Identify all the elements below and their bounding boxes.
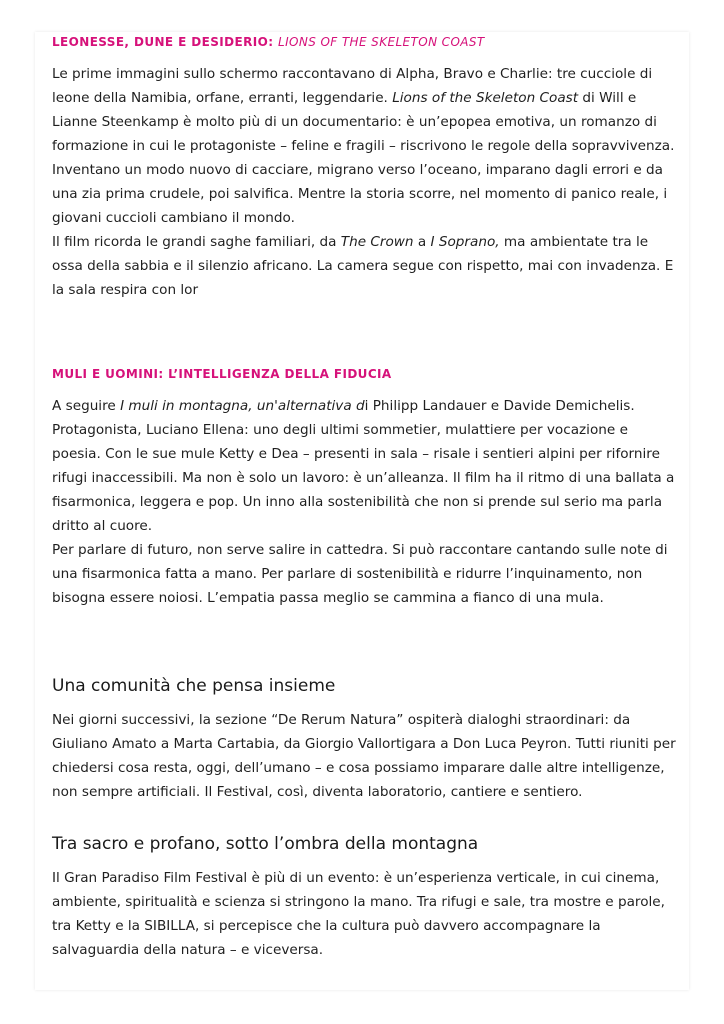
- section-kicker-muli: MULI E UOMINI: L’INTELLIGENZA DELLA FIDUCIA: [52, 367, 392, 381]
- text-run: ma ambientate tra le ossa della sabbia e il silenzio africano. La camera segue con rispetto, mai con invadenza. E la sala respira con lor: [52, 234, 674, 298]
- film-title: The Crown: [340, 234, 414, 250]
- paragraph: [52, 62, 677, 230]
- paragraph: Per parlare di futuro, non serve salire in cattedra. Si può raccontare cantando sulle note di una fisarmonica fatta a mano. Per parlare di sostenibilità e ridurre l’inquinamento, non bisogna essere noiosi. L’empatia passa meglio se cammina a fianco di una mula.: [52, 542, 668, 606]
- kicker-film-title: LIONS OF THE SKELETON COAST: [277, 35, 485, 49]
- film-title: I Soprano,: [430, 234, 500, 250]
- text-run: A seguire: [52, 398, 121, 414]
- text-run: a: [413, 234, 431, 250]
- section-heading-comunita: Una comunità che pensa insieme: [52, 676, 336, 696]
- kicker-prefix: LEONESSE, DUNE E DESIDERIO:: [52, 35, 278, 49]
- film-title: Lions of the Skeleton Coast: [392, 90, 579, 106]
- paragraph: [52, 394, 677, 538]
- text-run: di Will e Lianne Steenkamp è molto più di un documentario: è un’epopea emotiva, un romanzo di formazione in cui le protagoniste – feline e fragili – riscrivono le regole della sopravvivenza. Inventano un modo nuovo di cacciare, migrano verso l’oceano, imparano dagli errori e da una zia prima crudele, poi salvifica. Mentre la storia scorre, nel momento di panico reale, i giovani cuccioli cambiano il mondo.: [52, 90, 675, 226]
- section-body-lions: [52, 62, 677, 302]
- article-content: [52, 34, 677, 962]
- text-run: Le prime immagini sullo schermo raccontavano di Alpha, Bravo e Charlie: tre cucciole di leone della Namibia, orfane, erranti, leggendarie.: [52, 66, 653, 106]
- section-heading-sacro-profano: Tra sacro e profano, sotto l’ombra della montagna: [52, 834, 479, 854]
- paragraph: [52, 230, 677, 302]
- paragraph: Il Gran Paradiso Film Festival è più di un evento: è un’esperienza verticale, in cui cinema, ambiente, spiritualità e scienza si stringono la mano. Tra rifugi e sale, tra mostre e parole, tra Ketty e la SIBILLA, si percepisce che la cultura può davvero accompagnare la salvaguardia della natura – e viceversa.: [52, 870, 665, 958]
- section-body-muli: [52, 394, 677, 610]
- section-kicker-lions: [52, 34, 677, 50]
- paragraph: Nei giorni successivi, la sezione “De Rerum Natura” ospiterà dialoghi straordinari: da Giuliano Amato a Marta Cartabia, da Giorgio Vallortigara a Don Luca Peyron. Tutti riuniti per chiedersi cosa resta, oggi, dell’umano – e cosa possiamo imparare dalle altre intelligenze, non sempre artificiali. Il Festival, così, diventa laboratorio, cantiere e sentiero.: [52, 712, 676, 800]
- text-run: Il film ricorda le grandi saghe familiari, da: [52, 234, 341, 250]
- text-run: i Philipp Landauer e Davide Demichelis. Protagonista, Luciano Ellena: uno degli ultimi sommetier, mulattiere per vocazione e poesia. Con le sue mule Ketty e Dea – presenti in sala – risale i sentieri alpini per rifornire rifugi inaccessibili. Ma non è solo un lavoro: è un’alleanza. Il film ha il ritmo di una ballata a fisarmonica, leggera e pop. Un inno alla sostenibilità che non si prende sul serio ma parla dritto al cuore.: [52, 398, 675, 534]
- film-title: I muli in montagna, un'alternativa d: [120, 398, 365, 414]
